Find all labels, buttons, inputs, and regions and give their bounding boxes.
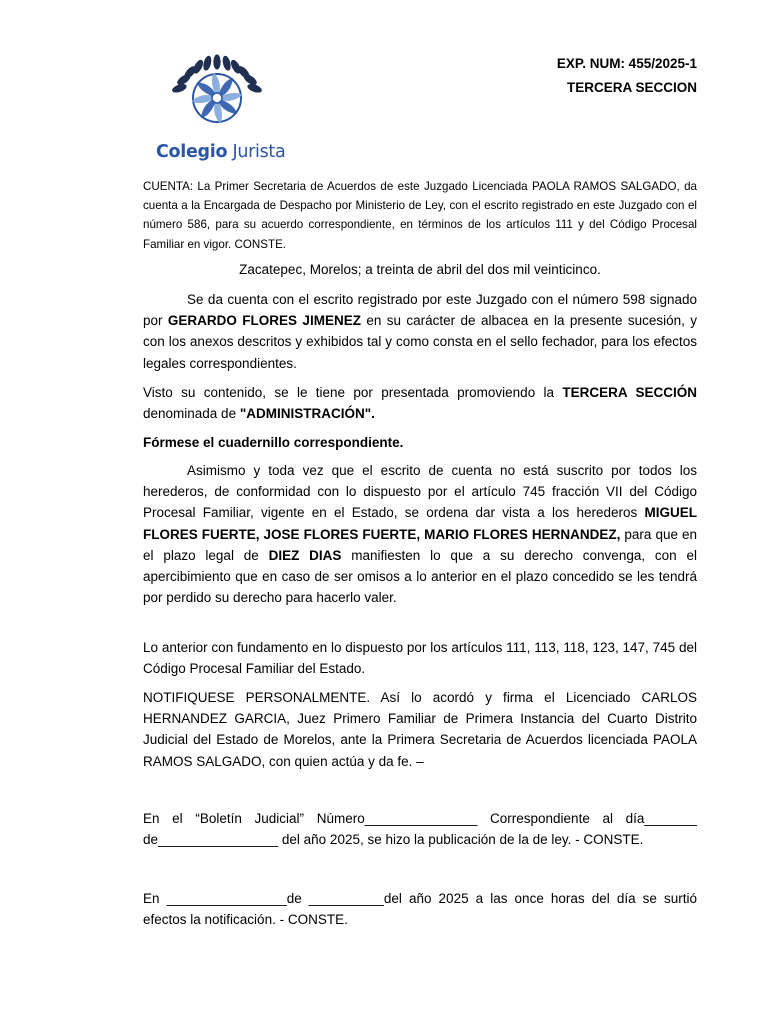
paragraph-asimismo-text-c: para que en el plazo legal de [143,526,697,563]
logo-text [156,142,286,162]
paragraph-notificacion: En ________________de __________del año 2025 a las once horas del día se surtió efectos la notificación. - CONSTE. [143,891,697,928]
date-line: Zacatepec, Morelos; a treinta de abril del dos mil veinticinco. [239,262,601,277]
paragraph-visto [143,382,697,424]
paragraph-asimismo [143,460,697,608]
laurel-leaf [202,55,213,71]
globe-core [212,93,222,103]
paragraph-escrito-text-c: en su carácter de albacea en la presente sucesión, y con los anexos descritos y exhibidos tal y como consta en el sello fechador, para los efectos legales correspondientes. [143,313,698,371]
paragraph-asimismo-text-a: Asimismo y toda vez que el escrito de cuenta no está suscrito por todos los herederos, de conformidad con lo dispuesto por el artículo 745 fracción VII del Código Procesal Familiar, vigente en el Estado, se ordena dar vista a los herederos [143,463,697,521]
paragraph-notifiquese: NOTIFIQUESE PERSONALMENTE. Así lo acordó y firma el Licenciado CARLOS HERNANDEZ GARCIA, Juez Primero Familiar de Primera Instancia del Cuarto Distrito Judicial del Estado de Morelos, ante la Primera Secretaria de Acuerdos licenciada PAOLA RAMOS SALGADO, con quien actúa y da fe. – [143,690,697,769]
seccion-name: TERCERA SECCIÓN [562,385,697,400]
paragraph-boletin: En el “Boletín Judicial” Número_______________ Correspondiente al día_______ de________________ del año 2025, se hizo la publicación de la de ley. - CONSTE. [143,811,697,848]
plazo-label: DIEZ DIAS [268,547,342,563]
paragraph-asimismo-text-e: manifiesten lo que a su derecho convenga, con el apercibimiento que en caso de ser omisos a lo anterior en el plazo concedido se les tendrá por perdido su derecho para hacerlo valer. [143,547,697,606]
paragraph-fundamento: Lo anterior con fundamento en lo dispuesto por los artículos 111, 113, 118, 123, 147, 745 del Código Procesal Familiar del Estado. [143,640,697,677]
administracion-label: "ADMINISTRACIÓN". [239,406,375,422]
laurel-leaf [213,55,220,70]
paragraph-formese: Fórmese el cuadernillo correspondiente. [143,435,404,450]
expediente-number: EXP. NUM: 455/2025-1 [556,56,697,71]
paragraph-visto-text-a: Visto su contenido, se le tiene por presentada promoviendo la [143,385,563,400]
paragraph-visto-text-c: denominada de [143,406,240,422]
logo-name-part2: Jurista [232,142,286,162]
paragraph-escrito [143,289,697,374]
paragraph-escrito-text-a: Se da cuenta con el escrito registrado por este Juzgado con el número 598 signado por [143,292,697,329]
herederos-names: MIGUEL FLORES FUERTE, JOSE FLORES FUERTE, MARIO FLORES HERNANDEZ, [143,505,697,542]
albacea-name: GERARDO FLORES JIMENEZ [167,313,361,329]
logo-name-part1: Colegio [156,142,228,162]
laurel-wreath-globe-icon [148,52,286,144]
colegio-jurista-logo [148,52,286,170]
laurel-leaf [221,55,232,71]
cuenta-paragraph: CUENTA: La Primer Secretaria de Acuerdos de este Juzgado Licenciada PAOLA RAMOS SALGADO, da cuenta a la Encargada de Despacho por Ministerio de Ley, con el escrito registrado en este Juzgado con el número 586, para su acuerdo correspondiente, en términos de los artículos 111 y del Código Procesal Familiar en vigor. CONSTE. [143,180,697,251]
section-label: TERCERA SECCION [566,80,697,95]
